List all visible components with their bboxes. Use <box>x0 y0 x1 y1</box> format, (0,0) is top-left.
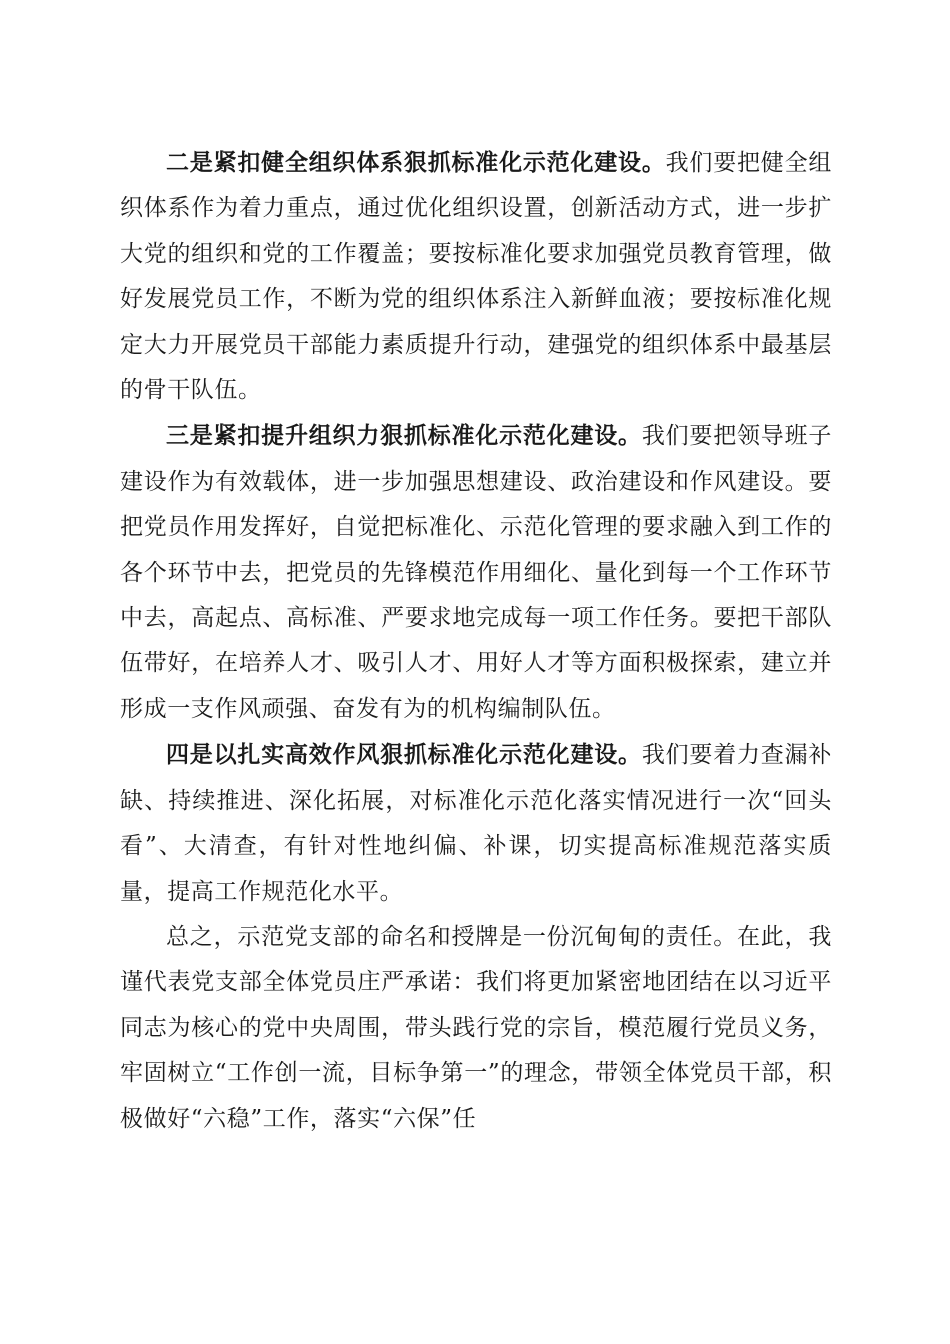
paragraph-summary-body: 总之，示范党支部的命名和授牌是一份沉甸甸的责任。在此，我谨代表党支部全体党员庄严承诺：我们将更加紧密地团结在以习近平同志为核心的党中央周围，带头践行党的宗旨，模范履行党员义务，牢固树立“工作创一流，目标争第一”的理念，带领全体党员干部，积极做好“六稳”工作，落实“六保”任 <box>120 923 832 1132</box>
paragraph-3 <box>120 413 832 732</box>
paragraph-summary <box>120 915 832 1142</box>
paragraph-3-lead: 三是紧扣提升组织力狠抓标准化示范化建设。 <box>166 422 642 450</box>
paragraph-4-body: 我们要着力查漏补缺、持续推进、深化拓展，对标准化示范化落实情况进行一次“回头看”、大清查，有针对性地纠偏、补课，切实提高标准规范落实质量，提高工作规范化水平。 <box>120 742 832 905</box>
paragraph-3-body: 我们要把领导班子建设作为有效载体，进一步加强思想建设、政治建设和作风建设。要把党员作用发挥好，自觉把标准化、示范化管理的要求融入到工作的各个环节中去，把党员的先锋模范作用细化、量化到每一个工作环节中去，高起点、高标准、严要求地完成每一项工作任务。要把干部队伍带好，在培养人才、吸引人才、用好人才等方面积极探索，建立并形成一支作风顽强、奋发有为的机构编制队伍。 <box>120 423 832 722</box>
paragraph-4-lead: 四是以扎实高效作风狠抓标准化示范化建设。 <box>166 741 642 769</box>
paragraph-2-lead: 二是紧扣健全组织体系狠抓标准化示范化建设。 <box>166 149 666 176</box>
paragraph-2-body: 我们要把健全组织体系作为着力重点，通过优化组织设置，创新活动方式，进一步扩大党的组织和党的工作覆盖；要按标准化要求加强党员教育管理，做好发展党员工作，不断为党的组织体系注入新鲜血液；要按标准化规定大力开展党员干部能力素质提升行动，建强党的组织体系中最基层的骨干队伍。 <box>120 150 832 404</box>
paragraph-2 <box>120 140 832 413</box>
document-body <box>120 140 832 1142</box>
paragraph-4 <box>120 732 832 915</box>
